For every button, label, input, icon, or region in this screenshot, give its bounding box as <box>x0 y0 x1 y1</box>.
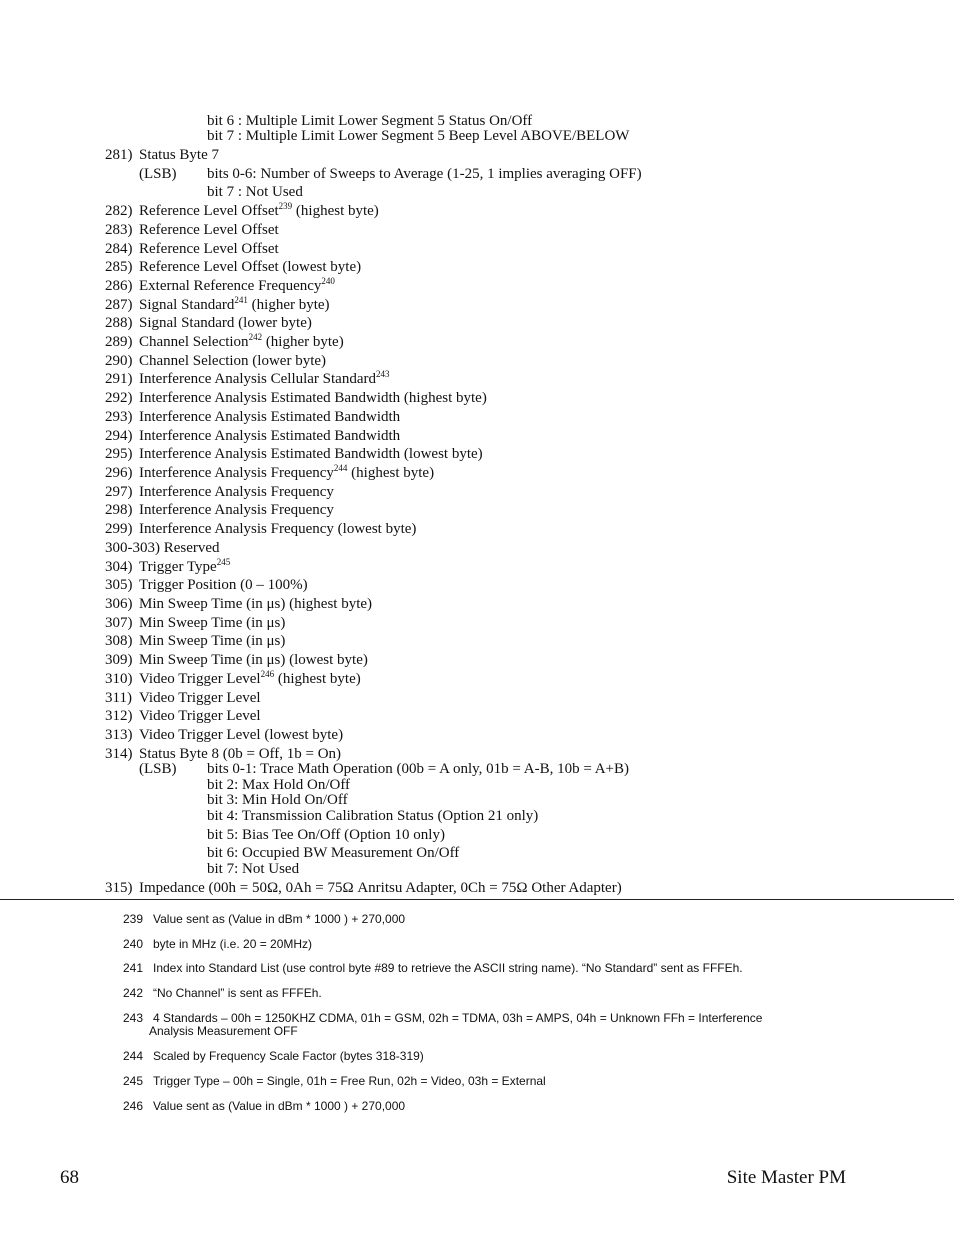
entry-311 <box>105 689 261 707</box>
entry-text: Video Trigger Level <box>139 671 261 687</box>
footnote-245 <box>123 1075 546 1088</box>
entry-290 <box>105 352 326 370</box>
entry-text: Min Sweep Time (in μs) <box>139 633 286 649</box>
entry-292 <box>105 389 487 407</box>
entry-297 <box>105 483 334 501</box>
entry-298 <box>105 501 334 519</box>
entry-283 <box>105 221 279 239</box>
entry-number: 291) <box>105 371 133 387</box>
footnote-243-continuation: Analysis Measurement OFF <box>149 1024 298 1038</box>
lsb-label: (LSB) <box>139 166 177 182</box>
entry-289 <box>105 333 344 351</box>
footnote-number: 245 <box>123 1074 144 1088</box>
entry-text: Interference Analysis Frequency (lowest byte) <box>139 521 417 537</box>
entry-285 <box>105 258 361 276</box>
entry-295 <box>105 445 483 463</box>
entry-text: Signal Standard <box>139 297 235 313</box>
entry-number: 309) <box>105 652 133 668</box>
entry-number: 308) <box>105 633 133 649</box>
entry-294 <box>105 427 400 445</box>
entry-number: 312) <box>105 708 133 724</box>
entry-306 <box>105 595 372 613</box>
entry-number: 295) <box>105 446 133 462</box>
entry-number: 287) <box>105 297 133 313</box>
entry-number: 290) <box>105 353 133 369</box>
entry-suffix: (highest byte) <box>274 671 361 687</box>
entry-text: Reference Level Offset <box>139 222 279 238</box>
entry-text: Min Sweep Time (in μs) (lowest byte) <box>139 652 368 668</box>
status-byte8-bits0-1: bits 0-1: Trace Math Operation (00b = A only, 01b = A-B, 10b = A+B) <box>207 761 630 777</box>
footnote-240 <box>123 938 312 951</box>
footnote-241 <box>123 962 743 975</box>
footnote-number: 241 <box>123 961 144 975</box>
entry-text: Interference Analysis Frequency <box>139 502 334 518</box>
footnote-ref: 239 <box>278 201 293 211</box>
entry-number: 296) <box>105 465 133 481</box>
manual-title: Site Master PM <box>726 1167 846 1188</box>
footnote-text: Trigger Type – 00h = Single, 01h = Free Run, 02h = Video, 03h = External <box>153 1074 546 1088</box>
entry-number: 289) <box>105 334 133 350</box>
entry-text: Impedance (00h = 50Ω, 0Ah = 75Ω Anritsu Adapter, 0Ch = 75Ω Other Adapter) <box>139 880 622 896</box>
entry-number: 315) <box>105 880 133 896</box>
entry-text: Signal Standard (lower byte) <box>139 315 312 331</box>
entry-text: Reference Level Offset <box>139 203 279 219</box>
page-number: 68 <box>60 1167 79 1188</box>
entry-number: 313) <box>105 727 133 743</box>
entry-number: 314) <box>105 746 133 762</box>
footnote-number: 243 <box>123 1011 144 1025</box>
entry-number: 284) <box>105 241 133 257</box>
footnote-text: Scaled by Frequency Scale Factor (bytes 318-319) <box>153 1049 424 1063</box>
entry-281 <box>105 146 219 164</box>
entry-text: Reference Level Offset (lowest byte) <box>139 259 362 275</box>
footnote-239 <box>123 913 405 926</box>
entry-287 <box>105 296 330 314</box>
entry-299 <box>105 520 416 538</box>
entry-text: Video Trigger Level <box>139 690 261 706</box>
entry-text: Interference Analysis Estimated Bandwidth <box>139 409 401 425</box>
entry-suffix: (highest byte) <box>292 203 379 219</box>
status-byte8-bit3: bit 3: Min Hold On/Off <box>207 792 348 808</box>
entry-number: 283) <box>105 222 133 238</box>
entry-text: Interference Analysis Estimated Bandwidth (highest byte) <box>139 390 487 406</box>
entry-296 <box>105 464 434 482</box>
entry-310 <box>105 670 361 688</box>
entry-suffix: (higher byte) <box>262 334 344 350</box>
entry-number: 307) <box>105 615 133 631</box>
entry-304 <box>105 558 230 576</box>
entry-313 <box>105 726 343 744</box>
footnote-244 <box>123 1050 424 1063</box>
entry-number: 285) <box>105 259 133 275</box>
entry-text: Channel Selection <box>139 334 249 350</box>
entry-305 <box>105 576 308 594</box>
entry-text: Video Trigger Level (lowest byte) <box>139 727 344 743</box>
entry-text: Video Trigger Level <box>139 708 261 724</box>
entry-number: 282) <box>105 203 133 219</box>
entry-text: Min Sweep Time (in μs) <box>139 615 286 631</box>
status-byte8-bit5: bit 5: Bias Tee On/Off (Option 10 only) <box>207 827 445 843</box>
entry-text: Trigger Type <box>139 559 217 575</box>
footnote-ref: 242 <box>248 332 263 342</box>
entry-309 <box>105 651 368 669</box>
status-byte7-bits0-6: bits 0-6: Number of Sweeps to Average (1-25, 1 implies averaging OFF) <box>207 166 642 182</box>
entry-308 <box>105 632 285 650</box>
entry-text: Status Byte 8 (0b = Off, 1b = On) <box>139 746 342 762</box>
footnote-separator <box>0 899 954 900</box>
entry-number: 304) <box>105 559 133 575</box>
entry-number: 297) <box>105 484 133 500</box>
status-byte8-bit2: bit 2: Max Hold On/Off <box>207 777 351 793</box>
footnote-number: 240 <box>123 937 144 951</box>
footnote-number: 246 <box>123 1099 144 1113</box>
entry-number: 281) <box>105 147 133 163</box>
entry-text: Trigger Position (0 – 100%) <box>139 577 308 593</box>
entry-text: Interference Analysis Frequency <box>139 484 334 500</box>
entry-300-303: 300-303) Reserved <box>105 540 220 556</box>
footnote-text: Value sent as (Value in dBm * 1000 ) + 270,000 <box>153 1099 406 1113</box>
entry-312 <box>105 707 261 725</box>
footnote-text: 4 Standards – 00h = 1250KHZ CDMA, 01h = GSM, 02h = TDMA, 03h = AMPS, 04h = Unknown FFh = Interference <box>153 1011 763 1025</box>
footnote-text: “No Channel” is sent as FFFEh. <box>153 986 322 1000</box>
entry-number: 286) <box>105 278 133 294</box>
entry-text: Min Sweep Time (in μs) (highest byte) <box>139 596 373 612</box>
entry-text: Interference Analysis Estimated Bandwidth (lowest byte) <box>139 446 483 462</box>
entry-number: 305) <box>105 577 133 593</box>
footnote-ref: 246 <box>260 669 275 679</box>
footnote-ref: 244 <box>333 463 348 473</box>
entry-291 <box>105 370 390 388</box>
entry-288 <box>105 314 312 332</box>
entry-307 <box>105 614 285 632</box>
footnote-text: Value sent as (Value in dBm * 1000 ) + 270,000 <box>153 912 406 926</box>
entry-text: Reference Level Offset <box>139 241 279 257</box>
entry-number: 292) <box>105 390 133 406</box>
entry-number: 294) <box>105 428 133 444</box>
bit6-lower5-line: bit 6 : Multiple Limit Lower Segment 5 Status On/Off <box>207 113 533 129</box>
footnote-ref: 243 <box>376 369 390 379</box>
entry-293 <box>105 408 400 426</box>
footnote-ref: 245 <box>216 557 231 567</box>
footnote-text: byte in MHz (i.e. 20 = 20MHz) <box>153 937 313 951</box>
entry-text: Interference Analysis Cellular Standard <box>139 371 376 387</box>
entry-suffix: (higher byte) <box>247 297 330 313</box>
entry-282 <box>105 202 379 220</box>
entry-text: Channel Selection (lower byte) <box>139 353 327 369</box>
entry-number: 288) <box>105 315 133 331</box>
status-byte8-bit6: bit 6: Occupied BW Measurement On/Off <box>207 845 460 861</box>
status-byte8-bit4: bit 4: Transmission Calibration Status (Option 21 only) <box>207 808 539 824</box>
entry-text: Interference Analysis Estimated Bandwidth <box>139 428 401 444</box>
footnote-number: 244 <box>123 1049 144 1063</box>
footnote-242 <box>123 987 322 1000</box>
entry-315 <box>105 879 622 897</box>
footnote-246 <box>123 1100 405 1113</box>
entry-284 <box>105 240 279 258</box>
footnote-text: Index into Standard List (use control byte #89 to retrieve the ASCII string name). “No Standard” sent as FFFEh. <box>153 961 743 975</box>
entry-suffix: (highest byte) <box>347 465 435 481</box>
entry-number: 311) <box>105 690 132 706</box>
entry-number: 306) <box>105 596 133 612</box>
status-byte8-bit7: bit 7: Not Used <box>207 861 300 877</box>
footnote-ref: 241 <box>234 295 248 305</box>
entry-number: 293) <box>105 409 133 425</box>
entry-number: 310) <box>105 671 133 687</box>
entry-number: 298) <box>105 502 133 518</box>
entry-text: External Reference Frequency <box>139 278 322 294</box>
footnote-number: 239 <box>123 912 144 926</box>
entry-number: 299) <box>105 521 133 537</box>
entry-text: Status Byte 7 <box>139 147 220 163</box>
footnote-ref: 240 <box>321 276 335 286</box>
entry-286 <box>105 277 335 295</box>
lsb-label: (LSB) <box>139 761 177 777</box>
bit7-lower5-line: bit 7 : Multiple Limit Lower Segment 5 Beep Level ABOVE/BELOW <box>207 128 630 144</box>
entry-text: Interference Analysis Frequency <box>139 465 334 481</box>
footnote-number: 242 <box>123 986 144 1000</box>
status-byte7-bit7: bit 7 : Not Used <box>207 184 303 200</box>
